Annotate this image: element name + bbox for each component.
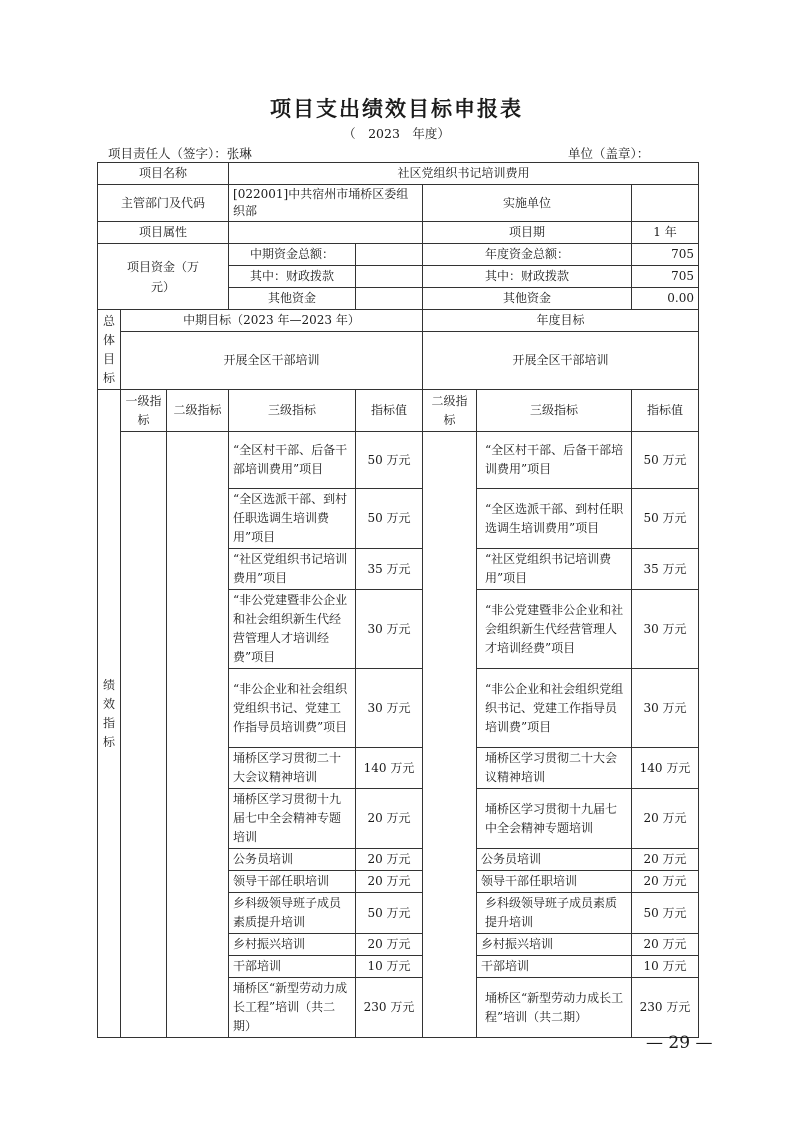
dept-value: [022001]中共宿州市埇桥区委组织部 <box>229 185 423 222</box>
annual-level3-indicator: 干部培训 <box>477 956 632 978</box>
mid-total-value <box>356 244 423 266</box>
annual-goal-label: 年度目标 <box>423 310 699 332</box>
annual-indicator-value: 20 万元 <box>632 849 699 871</box>
period-value: 1 年 <box>632 222 699 244</box>
project-name-value: 社区党组织书记培训费用 <box>229 163 699 185</box>
impl-unit-value <box>632 185 699 222</box>
indicator-row <box>98 432 699 489</box>
project-name-label: 项目名称 <box>98 163 229 185</box>
mid-level3-indicator: “非公党建暨非公企业和社会组织新生代经营管理人才培训经费”项目 <box>229 590 356 669</box>
mid-indicator-value: 50 万元 <box>356 432 423 489</box>
page-number: — 29 — <box>646 1033 713 1053</box>
mid-goal-label: 中期目标（2023 年—2023 年） <box>121 310 423 332</box>
header-level3-annual: 三级指标 <box>477 390 632 432</box>
mid-indicator-value: 20 万元 <box>356 871 423 893</box>
unit-seal: 单位（盖章）： <box>568 146 650 161</box>
annual-level3-indicator: 埇桥区学习贯彻二十大会议精神培训 <box>477 748 632 789</box>
level2-indicator-cell <box>167 432 229 1038</box>
annual-level3-indicator: “非公企业和社会组织党组织书记、党建工作指导员培训费”项目 <box>477 669 632 748</box>
annual-level3-indicator: 公务员培训 <box>477 849 632 871</box>
mid-level3-indicator: 埇桥区学习贯彻二十大会议精神培训 <box>229 748 356 789</box>
mid-level3-indicator: 埇桥区“新型劳动力成长工程”培训（共二期） <box>229 978 356 1038</box>
mid-indicator-value: 35 万元 <box>356 549 423 590</box>
impl-unit-label: 实施单位 <box>423 185 632 222</box>
annual-level3-indicator: 乡科级领导班子成员素质提升培训 <box>477 893 632 934</box>
responsible-person: 项目责任人（签字）：张琳 <box>108 146 252 161</box>
mid-level3-indicator: 干部培训 <box>229 956 356 978</box>
header-level1: 一级指标 <box>121 390 167 432</box>
header-level2-annual: 二级指标 <box>423 390 477 432</box>
other-label-mid: 其他资金 <box>229 288 356 310</box>
year-line: （ 2023 年度） <box>343 126 450 141</box>
other-value-annual: 0.00 <box>632 288 699 310</box>
fiscal-label-annual: 其中：财政拨款 <box>423 266 632 288</box>
annual-indicator-value: 30 万元 <box>632 669 699 748</box>
annual-level2-indicator-cell <box>423 432 477 1038</box>
annual-level3-indicator: 领导干部任职培训 <box>477 871 632 893</box>
annual-indicator-value: 20 万元 <box>632 934 699 956</box>
other-value-mid <box>356 288 423 310</box>
fiscal-label-mid: 其中：财政拨款 <box>229 266 356 288</box>
mid-level3-indicator: “全区村干部、后备干部培训费用”项目 <box>229 432 356 489</box>
attr-value <box>229 222 423 244</box>
other-label-annual: 其他资金 <box>423 288 632 310</box>
mid-level3-indicator: 乡科级领导班子成员素质提升培训 <box>229 893 356 934</box>
annual-level3-indicator: 乡村振兴培训 <box>477 934 632 956</box>
form-title: 项目支出绩效目标申报表 <box>270 97 523 121</box>
fiscal-value-mid <box>356 266 423 288</box>
header-value-annual: 指标值 <box>632 390 699 432</box>
annual-level3-indicator: “全区选派干部、到村任职选调生培训费用”项目 <box>477 489 632 549</box>
dept-label: 主管部门及代码 <box>98 185 229 222</box>
mid-goal-text: 开展全区干部培训 <box>121 332 423 390</box>
mid-indicator-value: 50 万元 <box>356 893 423 934</box>
period-label: 项目期 <box>423 222 632 244</box>
mid-level3-indicator: “非公企业和社会组织党组织书记、党建工作指导员培训费”项目 <box>229 669 356 748</box>
annual-indicator-value: 35 万元 <box>632 549 699 590</box>
annual-indicator-value: 20 万元 <box>632 871 699 893</box>
funds-label: 项目资金（万元） <box>98 244 229 310</box>
annual-indicator-value: 30 万元 <box>632 590 699 669</box>
header-value: 指标值 <box>356 390 423 432</box>
mid-indicator-value: 10 万元 <box>356 956 423 978</box>
mid-indicator-value: 20 万元 <box>356 934 423 956</box>
fiscal-value-annual: 705 <box>632 266 699 288</box>
annual-level3-indicator: “社区党组织书记培训费用”项目 <box>477 549 632 590</box>
annual-indicator-value: 10 万元 <box>632 956 699 978</box>
mid-level3-indicator: “社区党组织书记培训费用”项目 <box>229 549 356 590</box>
annual-total-label: 年度资金总额： <box>423 244 632 266</box>
annual-level3-indicator: “非公党建暨非公企业和社会组织新生代经营管理人才培训经费”项目 <box>477 590 632 669</box>
mid-indicator-value: 230 万元 <box>356 978 423 1038</box>
mid-level3-indicator: “全区选派干部、到村任职选调生培训费用”项目 <box>229 489 356 549</box>
annual-indicator-value: 230 万元 <box>632 978 699 1038</box>
annual-indicator-value: 20 万元 <box>632 789 699 849</box>
performance-table <box>97 162 699 1038</box>
attr-label: 项目属性 <box>98 222 229 244</box>
header-level3: 三级指标 <box>229 390 356 432</box>
mid-level3-indicator: 领导干部任职培训 <box>229 871 356 893</box>
mid-indicator-value: 140 万元 <box>356 748 423 789</box>
mid-indicator-value: 20 万元 <box>356 789 423 849</box>
mid-level3-indicator: 埇桥区学习贯彻十九届七中全会精神专题培训 <box>229 789 356 849</box>
overall-goal-label: 总体目标 <box>98 310 121 390</box>
mid-level3-indicator: 乡村振兴培训 <box>229 934 356 956</box>
annual-indicator-value: 50 万元 <box>632 489 699 549</box>
annual-total-value: 705 <box>632 244 699 266</box>
annual-indicator-value: 50 万元 <box>632 432 699 489</box>
mid-indicator-value: 20 万元 <box>356 849 423 871</box>
annual-indicator-value: 140 万元 <box>632 748 699 789</box>
mid-indicator-value: 30 万元 <box>356 590 423 669</box>
annual-level3-indicator: 埇桥区“新型劳动力成长工程”培训（共二期） <box>477 978 632 1038</box>
annual-level3-indicator: “全区村干部、后备干部培训费用”项目 <box>477 432 632 489</box>
annual-level3-indicator: 埇桥区学习贯彻十九届七中全会精神专题培训 <box>477 789 632 849</box>
mid-total-label: 中期资金总额： <box>229 244 356 266</box>
mid-indicator-value: 50 万元 <box>356 489 423 549</box>
annual-goal-text: 开展全区干部培训 <box>423 332 699 390</box>
mid-level3-indicator: 公务员培训 <box>229 849 356 871</box>
level1-indicator-cell <box>121 432 167 1038</box>
mid-indicator-value: 30 万元 <box>356 669 423 748</box>
header-level2: 二级指标 <box>167 390 229 432</box>
performance-indicator-label: 绩效指标 <box>98 390 121 1038</box>
annual-indicator-value: 50 万元 <box>632 893 699 934</box>
